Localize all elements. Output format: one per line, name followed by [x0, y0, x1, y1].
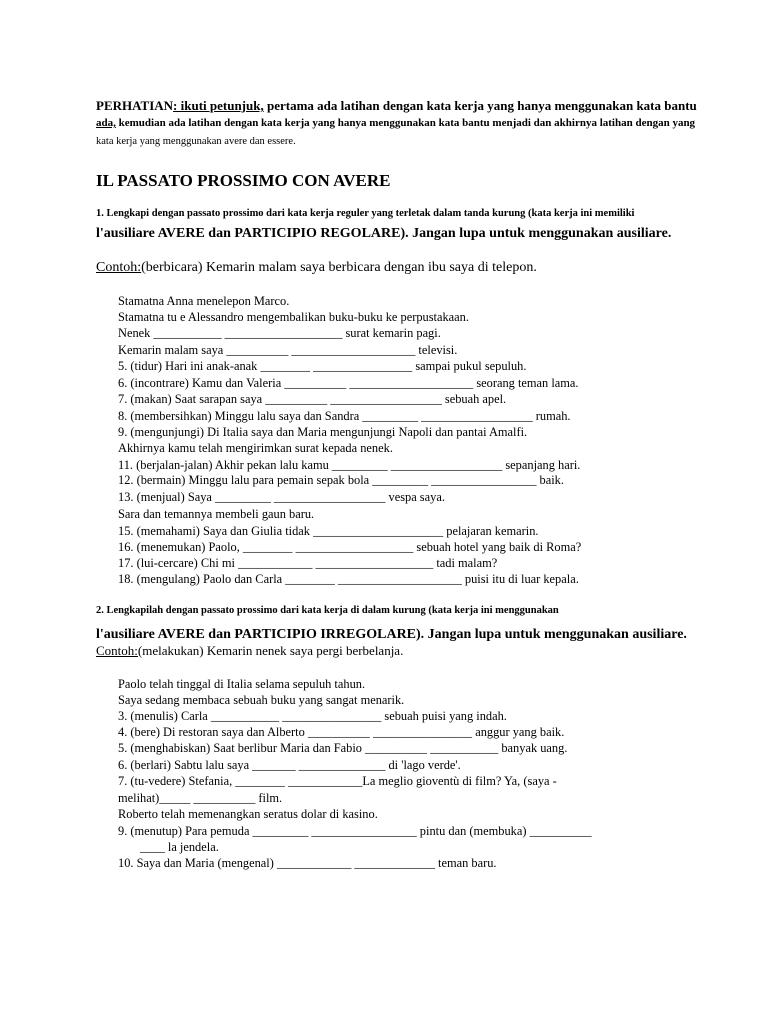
- ex1-item: Sara dan temannya membeli gaun baru.: [118, 507, 315, 521]
- ex1-item: 6. (incontrare) Kamu dan Valeria __________ ____________________ seorang teman lama.: [118, 376, 579, 390]
- ex2-item: 7. (tu-vedere) Stefania, ________ ____________La meglio gioventù di film? Ya, (saya -: [118, 774, 557, 788]
- ex2-item: ____ la jendela.: [140, 840, 219, 854]
- intro-line-1: [96, 99, 697, 112]
- ex1-item: 8. (membersihkan) Minggu lalu saya dan Sandra _________ __________________ rumah.: [118, 409, 571, 423]
- ex1-item: Stamatna Anna menelepon Marco.: [118, 294, 290, 308]
- ex2-item: Paolo telah tinggal di Italia selama sepuluh tahun.: [118, 677, 366, 691]
- ex1-item: Akhirnya kamu telah mengirimkan surat kepada nenek.: [118, 441, 393, 455]
- ex1-item: 16. (menemukan) Paolo, ________ ___________________ sebuah hotel yang baik di Roma?: [118, 540, 582, 554]
- ex2-item: 9. (menutup) Para pemuda _________ _________________ pintu dan (membuka) __________: [118, 824, 592, 838]
- intro-rest-2: kemudian ada latihan dengan kata kerja yang hanya menggunakan kata bantu menjadi dan akhirnya latihan dengan yang: [115, 117, 696, 129]
- ex2-example: [96, 644, 403, 657]
- ex2-item: 5. (menghabiskan) Saat berlibur Maria dan Fabio __________ ___________ banyak uang.: [118, 741, 568, 755]
- ex2-example-label: Contoh:: [96, 643, 138, 658]
- ex2-item: Saya sedang membaca sebuah buku yang sangat menarik.: [118, 693, 405, 707]
- ex1-item: 11. (berjalan-jalan) Akhir pekan lalu kamu _________ __________________ sepanjang hari.: [118, 458, 581, 472]
- ex2-example-text: (melakukan) Kemarin nenek saya pergi berbelanja.: [137, 643, 404, 658]
- intro-rest-1: pertama ada latihan dengan kata kerja yang hanya menggunakan kata bantu: [263, 98, 697, 113]
- ex1-example: [96, 261, 537, 275]
- intro-instruction: : ikuti petunjuk,: [173, 98, 264, 113]
- intro-ada: ada,: [96, 117, 116, 129]
- ex2-item: Roberto telah memenangkan seratus dolar di kasino.: [118, 807, 378, 821]
- ex1-item: 5. (tidur) Hari ini anak-anak ________ ________________ sampai pukul sepuluh.: [118, 359, 527, 373]
- ex1-item: 17. (lui-cercare) Chi mi ____________ ___________________ tadi malam?: [118, 556, 498, 570]
- ex2-item: 3. (menulis) Carla ___________ ________________ sebuah puisi yang indah.: [118, 709, 507, 723]
- ex2-item: melihat)_____ __________ film.: [118, 791, 283, 805]
- intro-line-3: kata kerja yang menggunakan avere dan essere.: [96, 136, 296, 147]
- ex1-item: Kemarin malam saya __________ ____________________ televisi.: [118, 343, 458, 357]
- ex1-item: 13. (menjual) Saya _________ __________________ vespa saya.: [118, 490, 445, 504]
- ex1-item: Nenek ___________ ___________________ surat kemarin pagi.: [118, 326, 441, 340]
- ex1-item: 7. (makan) Saat sarapan saya __________ __________________ sebuah apel.: [118, 392, 507, 406]
- ex1-example-label: Contoh:: [96, 260, 142, 275]
- ex1-item: Stamatna tu e Alessandro mengembalikan buku-buku ke perpustakaan.: [118, 310, 469, 324]
- ex1-instruction-2: l'ausiliare AVERE dan PARTICIPIO REGOLARE). Jangan lupa untuk menggunakan ausiliare.: [96, 226, 672, 241]
- section-title: IL PASSATO PROSSIMO CON AVERE: [96, 171, 391, 190]
- ex2-item: 4. (bere) Di restoran saya dan Alberto __________ ________________ anggur yang baik.: [118, 725, 565, 739]
- ex1-item: 12. (bermain) Minggu lalu para pemain sepak bola _________ _________________ baik.: [118, 473, 564, 487]
- ex1-example-text: (berbicara) Kemarin malam saya berbicara dengan ibu saya di telepon.: [141, 260, 537, 275]
- intro-line-2: [96, 118, 695, 129]
- ex2-item: 6. (berlari) Sabtu lalu saya _______ ______________ di 'lago verde'.: [118, 758, 461, 772]
- ex1-item: 18. (mengulang) Paolo dan Carla ________ ____________________ puisi itu di luar kepala.: [118, 572, 579, 586]
- ex2-item: 10. Saya dan Maria (mengenal) ____________ _____________ teman baru.: [118, 856, 497, 870]
- ex1-item: 9. (mengunjungi) Di Italia saya dan Maria mengunjungi Napoli dan pantai Amalfi.: [118, 425, 528, 439]
- ex2-instruction-2: l'ausiliare AVERE dan PARTICIPIO IRREGOLARE). Jangan lupa untuk menggunakan ausiliare.: [96, 627, 687, 642]
- ex2-instruction-1: 2. Lengkapilah dengan passato prossimo dari kata kerja di dalam kurung (kata kerja ini menggunakan: [96, 605, 559, 616]
- ex1-item: 15. (memahami) Saya dan Giulia tidak _____________________ pelajaran kemarin.: [118, 524, 539, 538]
- ex1-instruction-1: 1. Lengkapi dengan passato prossimo dari kata kerja reguler yang terletak dalam tanda kurung (kata kerja ini memiliki: [96, 208, 635, 219]
- intro-attention: PERHATIAN: [96, 98, 174, 113]
